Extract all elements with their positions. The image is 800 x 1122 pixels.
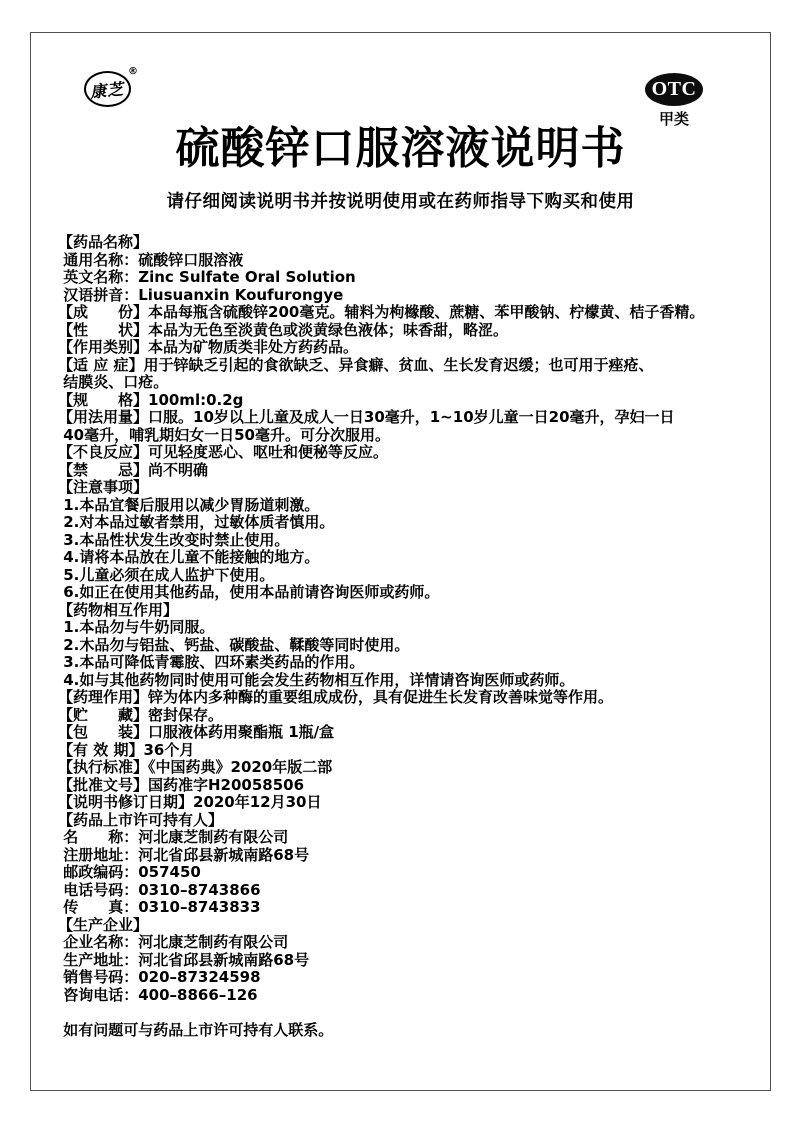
insert-line: 通用名称：硫酸锌口服溶液 xyxy=(58,250,244,269)
insert-line: 如有问题可与药品上市许可持有人联系。 xyxy=(58,1020,334,1039)
insert-line: 【说明书修订日期】2020年12月30日 xyxy=(58,793,322,811)
insert-body xyxy=(58,234,764,1039)
insert-line: 咨询电话：400–8866–126 xyxy=(58,985,258,1004)
insert-line: 【贮 藏】密封保存。 xyxy=(58,705,224,724)
insert-line: 【性 状】本品为无色至淡黄色或淡黄绿色液体；味香甜，略涩。 xyxy=(58,320,509,339)
insert-line: 【生产企业】 xyxy=(58,915,149,934)
insert-line: 2.木品勿与铝盐、钙盐、碳酸盐、鞣酸等同时使用。 xyxy=(58,635,410,654)
insert-line: 销售号码：020–87324598 xyxy=(58,968,261,986)
insert-line: 【规 格】100ml:0.2g xyxy=(58,390,244,409)
insert-line: 【药品名称】 xyxy=(58,233,149,251)
insert-line: 传 真：0310–8743833 xyxy=(58,898,261,916)
insert-line: 【包 装】口服液体药用聚酯瓶 1瓶/盒 xyxy=(58,723,335,741)
page-title: 硫酸锌口服溶液说明书 xyxy=(175,123,626,174)
insert-line: 5.儿童必须在成人监护下使用。 xyxy=(58,565,275,584)
insert-line: 【成 份】本品每瓶含硫酸锌200毫克。辅料为枸橼酸、蔗糖、苯甲酸钠、柠檬黄、桔子香精。 xyxy=(58,303,705,321)
insert-line: 4.请将本品放在儿童不能接触的地方。 xyxy=(58,548,320,566)
insert-line: 1.本品宜餐后服用以减少胃肠道刺激。 xyxy=(58,495,320,514)
insert-line: 【用法用量】口服。10岁以上儿童及成人一日30毫升，1~10岁儿童一日20毫升，孕妇一日 xyxy=(58,408,675,426)
insert-line: 4.如与其他药物同时使用可能会发生药物相互作用，详情请咨询医师或药师。 xyxy=(58,670,575,689)
otc-mark xyxy=(639,73,709,129)
insert-line: 3.本品可降低青霉胺、四环素类药品的作用。 xyxy=(58,653,365,671)
brand-logo xyxy=(84,66,138,107)
insert-line: 【禁 忌】尚不明确 xyxy=(58,460,209,479)
insert-line: 汉语拼音：Liusuanxin Koufurongye xyxy=(58,285,344,304)
insert-line: 2.对本品过敏者禁用，过敏体质者慎用。 xyxy=(58,513,335,531)
otc-category-label: 甲类 xyxy=(658,110,689,128)
otc-badge-label: OTC xyxy=(651,78,697,100)
otc-badge xyxy=(645,73,703,106)
insert-line: 企业名称：河北康芝制药有限公司 xyxy=(58,933,289,951)
insert-line: 6.如正在使用其他药品，使用本品前请咨询医师或药师。 xyxy=(58,583,440,601)
insert-line: 40毫升，哺乳期妇女一日50毫升。可分次服用。 xyxy=(58,425,390,444)
registered-trademark-icon: ® xyxy=(128,66,138,77)
insert-line: 【作用类别】本品为矿物质类非处方药药品。 xyxy=(58,338,359,356)
insert-line: 【药物相互作用】 xyxy=(58,600,179,619)
insert-line: 【适 应 症】用于锌缺乏引起的食欲缺乏、异食癖、贫血、生长发育迟缓；也可用于痤疮、 xyxy=(58,355,654,374)
insert-line: 结膜炎、口疮。 xyxy=(58,373,169,391)
insert-line: 名 称：河北康芝制药有限公司 xyxy=(58,828,289,846)
insert-line: 邮政编码：057450 xyxy=(58,863,201,881)
insert-line: 【不良反应】可见轻度恶心、呕吐和便秘等反应。 xyxy=(58,443,389,461)
insert-line: 注册地址：河北省邱县新城南路68号 xyxy=(58,845,310,864)
insert-sheet xyxy=(30,32,771,1091)
insert-line: 【注意事项】 xyxy=(58,478,149,496)
insert-line: 电话号码：0310–8743866 xyxy=(58,880,261,899)
brand-logo-text: 康芝 xyxy=(89,78,126,102)
insert-line: 生产地址：河北省邱县新城南路68号 xyxy=(58,950,310,969)
insert-line: 英文名称：Zinc Sulfate Oral Solution xyxy=(58,268,356,286)
insert-line: 1.本品勿与牛奶同服。 xyxy=(58,618,215,636)
insert-line xyxy=(58,1004,764,1022)
insert-line: 【有 效 期】36个月 xyxy=(58,740,195,759)
insert-line: 【执行标准】《中国药典》2020年版二部 xyxy=(58,758,333,776)
insert-line: 【药理作用】锌为体内多种酶的重要组成成份，具有促进生长发育改善味觉等作用。 xyxy=(58,688,614,706)
insert-line: 【药品上市许可持有人】 xyxy=(58,810,224,829)
page-subtitle: 请仔细阅读说明书并按说明使用或在药师指导下购买和使用 xyxy=(166,192,635,212)
insert-line: 3.本品性状发生改变时禁止使用。 xyxy=(58,530,290,549)
insert-line: 【批准文号】国药准字H20058506 xyxy=(58,775,305,794)
